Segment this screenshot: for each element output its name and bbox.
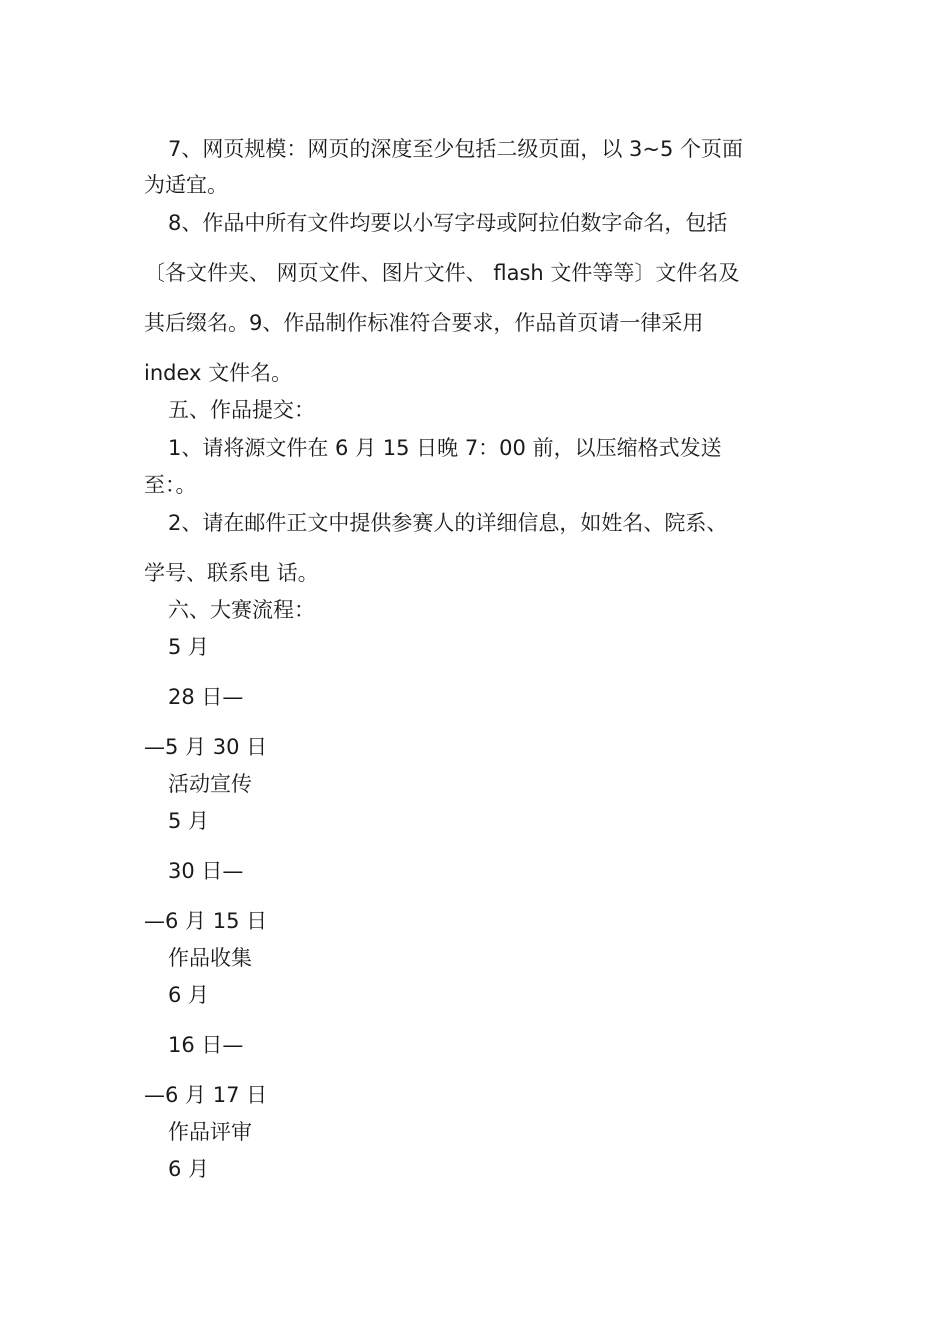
item8-line3: 其后缀名。9、作品制作标准符合要求，作品首页请一律采用 <box>144 311 704 335</box>
submit1-line2: 至：。 <box>144 473 197 497</box>
item8-line2: 〔各文件夹、 网页文件、图片文件、 flash 文件等等〕文件名及 <box>144 261 740 285</box>
schedule-month: 6 月 <box>168 983 210 1007</box>
item8-line1: 8、作品中所有文件均要以小写字母或阿拉伯数字命名，包括 <box>168 211 728 235</box>
schedule-end: —6 月 15 日 <box>144 909 268 933</box>
schedule-event: 活动宣传 <box>168 772 252 796</box>
schedule-start: 16 日— <box>168 1033 244 1057</box>
submit2-line1: 2、请在邮件正文中提供参赛人的详细信息，如姓名、院系、 <box>168 511 728 535</box>
schedule-month-trailing: 6 月 <box>168 1157 210 1181</box>
item8-line4: index 文件名。 <box>144 361 293 385</box>
section5-heading: 五、作品提交： <box>168 398 315 422</box>
schedule-event: 作品收集 <box>168 946 252 970</box>
schedule-month: 5 月 <box>168 635 210 659</box>
submit2-line2: 学号、联系电 话。 <box>144 561 319 585</box>
item7-line1: 7、网页规模：网页的深度至少包括二级页面，以 3~5 个页面 <box>168 137 744 161</box>
schedule-start: 28 日— <box>168 685 244 709</box>
item7-line2: 为适宜。 <box>144 173 228 197</box>
schedule-month: 5 月 <box>168 809 210 833</box>
section6-heading: 六、大赛流程： <box>168 598 315 622</box>
schedule-end: —5 月 30 日 <box>144 735 268 759</box>
schedule-event: 作品评审 <box>168 1120 252 1144</box>
schedule-end: —6 月 17 日 <box>144 1083 268 1107</box>
submit1-line1: 1、请将源文件在 6 月 15 日晚 7：00 前，以压缩格式发送 <box>168 436 722 460</box>
schedule-start: 30 日— <box>168 859 244 883</box>
